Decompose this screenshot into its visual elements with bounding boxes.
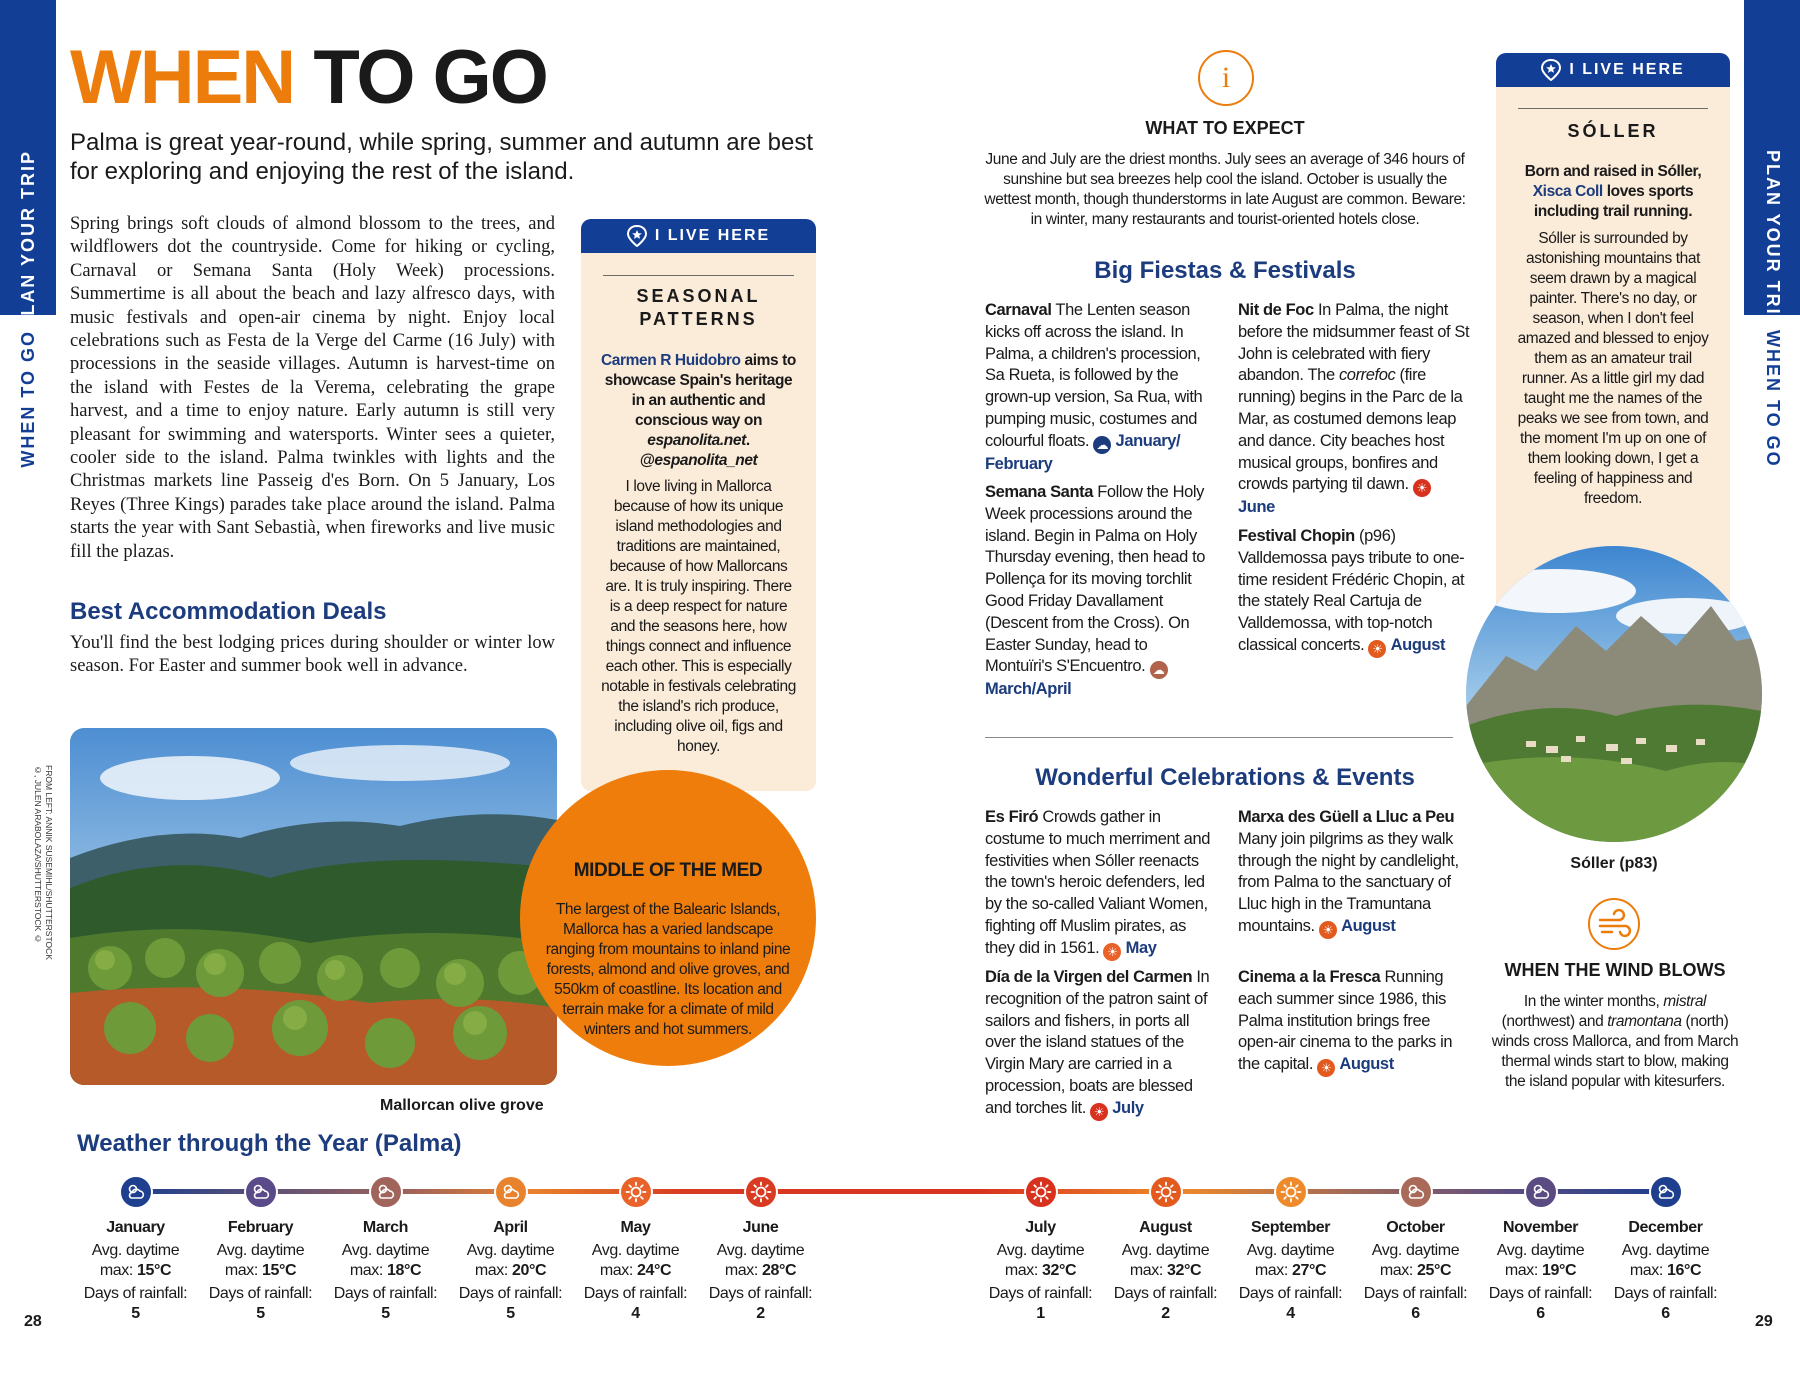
rain-label: Days of rainfall:: [1613, 1285, 1718, 1302]
rain-label: Days of rainfall:: [83, 1285, 188, 1302]
weather-month-june: [698, 1218, 823, 1324]
sun-icon: [619, 1175, 653, 1209]
photo-credit: FROM LEFT: ANNIK SUSEMIHL/SHUTTERSTOCK ©, JULEN ARABOLAZA/SHUTTERSTOCK ©: [33, 765, 54, 960]
carmen-bio: Carmen R Huidobro aims to showcase Spain's heritage in an authentic and conscious way on espanolita.net. @espanolita_net: [601, 352, 796, 469]
rain-label: Days of rainfall:: [1488, 1285, 1593, 1302]
cloud-sun-icon: [1524, 1175, 1558, 1209]
event-cinema-a-la-fresca: Cinema a la Fresca Running each summer since 1986, this Palma institution brings free open-air cinema to the parks in the capital. ☀ August: [1238, 968, 1453, 1076]
temp-max: max: 16°C: [1629, 1262, 1702, 1279]
weather-timeline: [135, 1189, 1667, 1194]
month-name: October: [1386, 1219, 1445, 1236]
right-tab-plan-your-trip: PLAN YOUR TRIP: [1763, 150, 1783, 330]
temp-label: Avg. daytime: [591, 1242, 680, 1259]
rain-label: Days of rainfall:: [458, 1285, 563, 1302]
sun-icon: ☀: [1317, 1059, 1335, 1077]
rain-days: 6: [1661, 1305, 1670, 1322]
fiestas-heading: Big Fiestas & Festivals: [1094, 257, 1356, 284]
page-title: [70, 35, 547, 120]
month-name: February: [227, 1219, 294, 1236]
temp-max: max: 28°C: [724, 1262, 797, 1279]
temp-label: Avg. daytime: [1371, 1242, 1460, 1259]
cloud-sun-icon: [494, 1175, 528, 1209]
month-name: April: [493, 1219, 528, 1236]
temp-label: Avg. daytime: [91, 1242, 180, 1259]
cloud-sun-icon: [244, 1175, 278, 1209]
month-name: July: [1025, 1219, 1056, 1236]
temp-label: Avg. daytime: [1246, 1242, 1335, 1259]
temp-max: max: 18°C: [349, 1262, 422, 1279]
sun-icon: ☀: [1090, 1103, 1108, 1121]
middle-of-med-heading: MIDDLE OF THE MED: [573, 860, 763, 881]
info-icon: i: [1198, 50, 1254, 106]
temp-max: max: 19°C: [1504, 1262, 1577, 1279]
what-to-expect-heading: WHAT TO EXPECT: [1145, 118, 1305, 138]
temp-max: max: 32°C: [1129, 1262, 1202, 1279]
temp-label: Avg. daytime: [466, 1242, 555, 1259]
weather-month-may: [573, 1218, 698, 1324]
weather-month-march: [323, 1218, 448, 1324]
month-name: December: [1628, 1219, 1703, 1236]
weather-month-april: [448, 1218, 573, 1324]
section-divider: [985, 737, 1453, 738]
sun-icon: [1024, 1175, 1058, 1209]
temp-label: Avg. daytime: [1121, 1242, 1210, 1259]
seasons-body-text: Spring brings soft clouds of almond blossom to the trees, and wildflowers dot the countryside. Come for hiking or cycling, Carnaval or Semana Santa (Holy Week) processions. Summertime is all about the beach and lazy alfresco days, with music festivals and open-air cinema by night. Enjoy local celebrations such as Festa de la Verge del Carme (16 July) with processions in the seaside villages. Autumn is harvest-time on the island with Festes de la Verema, celebrating the grape harvest, and a time to enjoy nature. Early autumn is still very pleasant for swimming and watersports. Winter sees a quieter, cooler side to the island. Palma twinkles with lights and the Christmas markets line Passeig d'es Born. On 5 January, Los Reyes (Three Kings) parades take place around the island. Palma starts the year with Sant Sebastià, when fireworks and live music fill the plazas.: [70, 214, 555, 562]
temp-max: max: 32°C: [1004, 1262, 1077, 1279]
soller-caption: Sóller (p83): [1570, 855, 1658, 872]
event-marxa-des-guell: Marxa des Güell a Lluc a Peu Many join pilgrims as they walk through the night by candlelight, from Palma to the sanctuary of Lluc high in the Tramuntana mountains. ☀ August: [1238, 808, 1459, 937]
rain-days: 6: [1411, 1305, 1420, 1322]
live-here-rule-1: [603, 275, 794, 276]
page-number-left: 28: [24, 1313, 42, 1330]
sun-icon: ☀: [1319, 921, 1337, 939]
weather-month-february: [198, 1218, 323, 1324]
temp-label: Avg. daytime: [996, 1242, 1085, 1259]
intro-text: Palma is great year-round, while spring, summer and autumn are best for exploring and enjoying the rest of the island.: [70, 129, 814, 185]
wind-text: In the winter months, mistral (northwest) and tramontana (north) winds cross Mallorca, and from March thermal winds start to blow, making the island popular with kitesurfers.: [1491, 993, 1739, 1090]
rain-days: 6: [1536, 1305, 1545, 1322]
month-name: January: [106, 1219, 165, 1236]
cloud-sun-icon: ☁: [1093, 436, 1111, 454]
month-name: August: [1139, 1219, 1192, 1236]
rain-days: 4: [631, 1305, 640, 1322]
wind-icon: [1588, 898, 1640, 950]
espanolita-handle: @espanolita_net: [639, 452, 758, 469]
temp-max: max: 15°C: [99, 1262, 172, 1279]
cloud-sun-icon: [1399, 1175, 1433, 1209]
left-tab-when-to-go: WHEN TO GO: [18, 330, 38, 468]
temp-label: Avg. daytime: [216, 1242, 305, 1259]
weather-month-december: [1603, 1218, 1728, 1324]
live-here-label-1: I LIVE HERE: [654, 227, 771, 244]
rain-days: 2: [756, 1305, 765, 1322]
live-here-header-2: [1496, 53, 1730, 87]
sun-icon: [744, 1175, 778, 1209]
rain-label: Days of rainfall:: [1113, 1285, 1218, 1302]
olive-grove-photo: [70, 728, 557, 1085]
month-name: June: [742, 1219, 779, 1236]
xisca-name-link[interactable]: Xisca Coll: [1532, 183, 1603, 200]
weather-month-july: [978, 1218, 1103, 1324]
xisca-bio: Born and raised in Sóller, Xisca Coll loves sports including trail running.: [1524, 163, 1702, 220]
accommodation-text: You'll find the best lodging prices during shoulder or winter low season. For Easter and summer book well in advance.: [70, 633, 555, 677]
what-to-expect-text: June and July are the driest months. July sees an average of 346 hours of sunshine but sea breezes help cool the island. October is usually the wettest month, though thunderstorms in late August are common. Beware: in winter, many restaurants and tourist-oriented hotels close.: [984, 151, 1466, 228]
month-name: November: [1502, 1219, 1579, 1236]
temp-max: max: 24°C: [599, 1262, 672, 1279]
sun-icon: ☀: [1368, 640, 1386, 658]
celebrations-heading: Wonderful Celebrations & Events: [1035, 764, 1415, 791]
event-carnaval: Carnaval The Lenten season kicks off across the island. In Palma, a children's procession, Sa Rueta, is followed by the grown-up version, Sa Rua, with pumping music, costumes and colourful floats. ☁ January/ February: [985, 301, 1203, 473]
event-virgen-del-carmen: Día de la Virgen del Carmen In recognition of the patron saint of sailors and fishers, in ports all over the island statues of the Virgin Mary are carried in a procession, boats are blessed and torches lit. ☀ July: [985, 968, 1210, 1119]
left-tab-plan-your-trip: PLAN YOUR TRIP: [18, 150, 38, 330]
live-here-rule-2: [1518, 108, 1708, 109]
weather-month-january: [73, 1218, 198, 1324]
rain-label: Days of rainfall:: [708, 1285, 813, 1302]
rain-days: 5: [131, 1305, 140, 1322]
right-tab-when-to-go: WHEN TO GO: [1763, 330, 1783, 468]
cloud-sun-icon: [119, 1175, 153, 1209]
live-here-header-1: [581, 219, 816, 253]
temp-label: Avg. daytime: [1496, 1242, 1585, 1259]
carmen-quote: I love living in Mallorca because of how its unique island methodologies and traditions are maintained, because of how Mallorcans are. It is truly inspiring. There is a deep respect for nature and the seasons here, how things connect and influence each other. This is especially notable in festivals celebrating the island's rich produce, including olive oil, figs and honey.: [601, 478, 796, 755]
rain-label: Days of rainfall:: [583, 1285, 688, 1302]
temp-label: Avg. daytime: [341, 1242, 430, 1259]
page-number-right: 29: [1755, 1313, 1773, 1330]
espanolita-link[interactable]: espanolita.net: [647, 432, 746, 449]
weather-heading: Weather through the Year (Palma): [77, 1130, 462, 1157]
temp-max: max: 27°C: [1254, 1262, 1327, 1279]
sun-icon: [1274, 1175, 1308, 1209]
soller-title: SÓLLER: [1567, 121, 1659, 141]
rain-label: Days of rainfall:: [1363, 1285, 1468, 1302]
sun-icon: ☀: [1103, 943, 1121, 961]
weather-month-november: [1478, 1218, 1603, 1324]
seasonal-patterns-title: SEASONAL PATTERNS: [636, 286, 761, 329]
month-name: March: [362, 1219, 409, 1236]
cloud-sun-icon: ☁: [1150, 661, 1168, 679]
temp-max: max: 15°C: [224, 1262, 297, 1279]
title-when: WHEN: [70, 35, 295, 120]
rain-days: 1: [1036, 1305, 1045, 1322]
month-name: September: [1250, 1219, 1331, 1236]
temp-max: max: 25°C: [1379, 1262, 1452, 1279]
temp-label: Avg. daytime: [1621, 1242, 1710, 1259]
weather-month-august: [1103, 1218, 1228, 1324]
location-star-icon: [1541, 59, 1561, 81]
weather-month-september: [1228, 1218, 1353, 1324]
title-to-go: TO GO: [313, 35, 547, 120]
sun-icon: ☀: [1413, 479, 1431, 497]
event-semana-santa: Semana Santa Follow the Holy Week processions around the island. Begin in Palma on Holy Thursday evening, then head to Pollença for its moving torchlit Good Friday Davallament (Descent from the Cross). On Easter Sunday, head to Montuïri's S'Encuentro. ☁ March/April: [985, 483, 1206, 699]
xisca-quote: Sóller is surrounded by astonishing mountains that seem drawn by a magical painter. There's no day, or season, when I don't feel amazed and blessed to enjoy them as an amateur trail runner. As a little girl my dad taught me the names of the peaks we see from town, and the moment I'm up on one of them looking down, I get a feeling of happiness and freedom.: [1517, 230, 1709, 507]
accommodation-heading: Best Accommodation Deals: [70, 598, 387, 625]
rain-days: 5: [506, 1305, 515, 1322]
event-es-firo: Es Firó Crowds gather in costume to much merriment and festivities when Sóller reenacts the town's heroic defenders, led by the so-called Valiant Women, fighting off Muslim pirates, as they did in 1561. ☀ May: [985, 808, 1210, 959]
rain-days: 5: [256, 1305, 265, 1322]
rain-label: Days of rainfall:: [333, 1285, 438, 1302]
location-star-icon: [627, 225, 647, 247]
month-name: May: [620, 1219, 651, 1236]
rain-label: Days of rainfall:: [208, 1285, 313, 1302]
live-here-label-2: I LIVE HERE: [1569, 61, 1685, 78]
middle-of-med-text: The largest of the Balearic Islands, Mallorca has a varied landscape ranging from mountains to inland pine forests, almond and olive groves, and 550km of coastline. Its location and terrain make for a climate of mild winters and hot summers.: [545, 901, 791, 1038]
rain-label: Days of rainfall:: [1238, 1285, 1343, 1302]
temp-max: max: 20°C: [474, 1262, 547, 1279]
rain-days: 2: [1161, 1305, 1170, 1322]
carmen-name-link[interactable]: Carmen R Huidobro: [601, 352, 741, 369]
rain-days: 4: [1286, 1305, 1295, 1322]
temp-label: Avg. daytime: [716, 1242, 805, 1259]
soller-photo: [1466, 546, 1762, 842]
wind-heading: WHEN THE WIND BLOWS: [1504, 960, 1726, 980]
cloud-sun-icon: [369, 1175, 403, 1209]
event-festival-chopin: Festival Chopin (p96) Valldemossa pays tribute to one-time resident Frédéric Chopin, at the stately Real Cartuja de Valldemossa, with top-notch classical concerts. ☀ August: [1238, 527, 1465, 656]
event-nit-de-foc: Nit de Foc In Palma, the night before the midsummer feast of St John is celebrated with fiery abandon. The correfoc (fire running) begins in the Parc de la Mar, as costumed demons leap and dance. City beaches host musical groups, bonfires and crowds partying til dawn. ☀ June: [1238, 301, 1470, 517]
weather-month-october: [1353, 1218, 1478, 1324]
sun-icon: [1149, 1175, 1183, 1209]
cloud-sun-icon: [1649, 1175, 1683, 1209]
rain-label: Days of rainfall:: [988, 1285, 1093, 1302]
rain-days: 5: [381, 1305, 390, 1322]
olive-grove-caption: Mallorcan olive grove: [380, 1097, 544, 1114]
